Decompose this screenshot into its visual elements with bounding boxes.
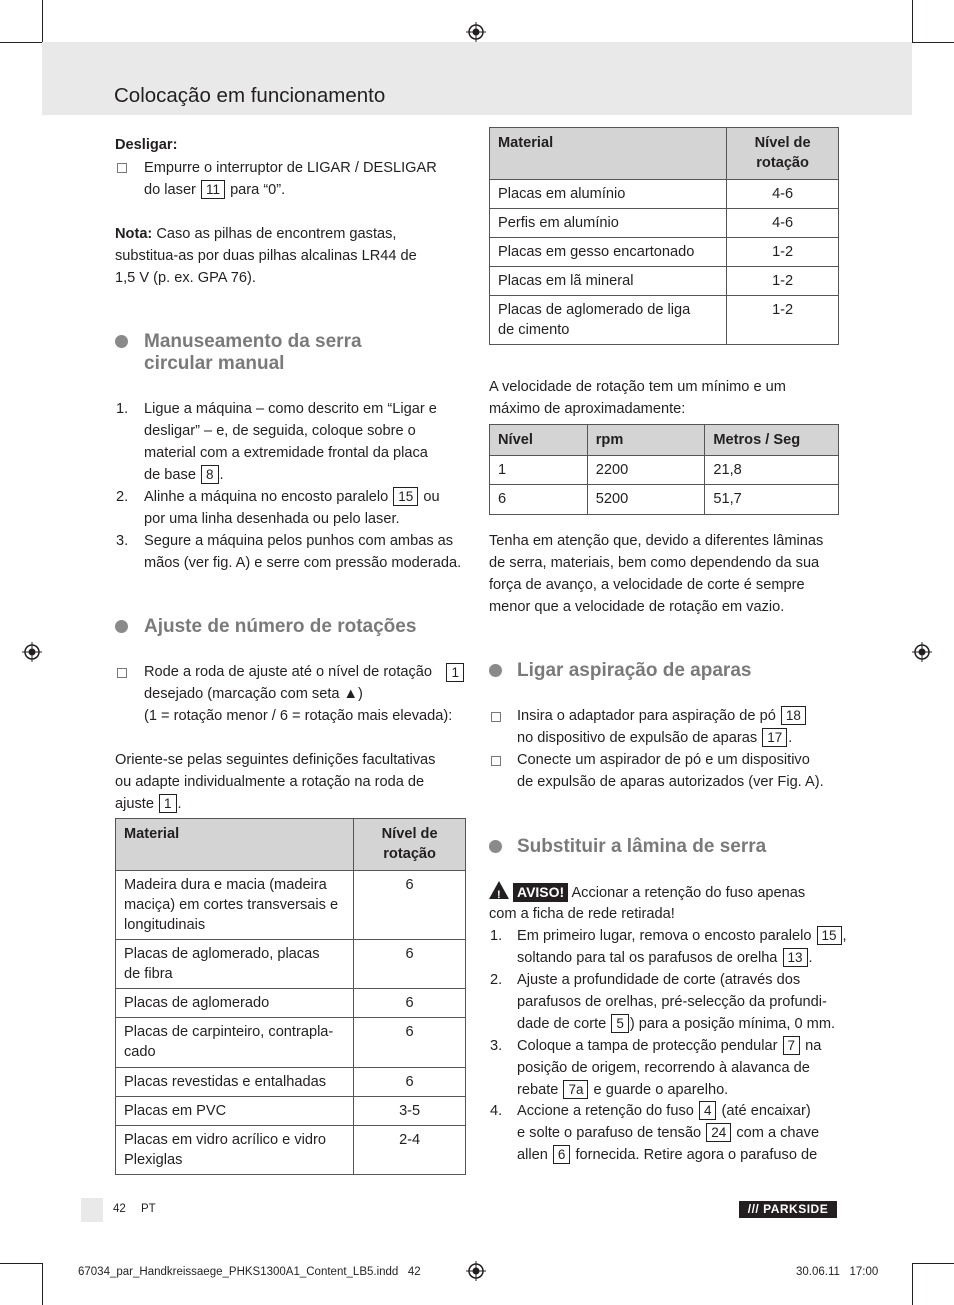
- section-bullet-icon: [489, 840, 502, 853]
- step-number: 2.: [116, 489, 129, 505]
- part-number: 6: [553, 1145, 571, 1164]
- section-bullet-icon: [115, 335, 128, 348]
- part-number: 7a: [563, 1080, 588, 1099]
- section-title-aspiracao: Ligar aspiração de aparas: [517, 660, 752, 681]
- rotation-table-left: [115, 818, 466, 1175]
- part-number: 15: [817, 926, 842, 945]
- step-1: Ligue a máquina – como descrito em “Ligar e desligar” – e, de seguida, coloque sobre o material com a extremidade frontal da placa de base 8 .: [144, 401, 437, 483]
- substituir-step-4: Accione a retenção do fuso 4 (até encaixar) e solte o parafuso de tensão 24 com a chave allen 6 fornecida. Retire agora o parafuso de: [517, 1103, 820, 1163]
- speed-table: [489, 424, 839, 515]
- step-number: 1.: [490, 928, 503, 944]
- warning-line1: ! AVISO! Accionar a retenção do fuso apenas: [489, 881, 805, 904]
- parkside-logo: /// PARKSIDE: [739, 1201, 837, 1218]
- step-3: Segure a máquina pelos punhos com ambas as mãos (ver fig. A) e serre com pressão moderada.: [144, 533, 462, 571]
- part-number: 24: [706, 1123, 731, 1142]
- checkbox-icon: [491, 712, 501, 722]
- rotation-table-right: [489, 127, 839, 345]
- page-title: Colocação em funcionamento: [114, 84, 386, 107]
- section-bullet-icon: [489, 664, 502, 677]
- substituir-step-2: Ajuste a profundidade de corte (através dos parafusos de orelhas, pré-selecção da profundi- dade de corte 5 ) para a posição mínima, 0 mm.: [517, 972, 836, 1032]
- crop-mark: [912, 0, 913, 42]
- crop-mark: [0, 42, 42, 43]
- crop-mark: [912, 1263, 954, 1264]
- crop-mark: [42, 1263, 43, 1305]
- aspiracao-item-1: Insira o adaptador para aspiração de pó 18 no dispositivo de expulsão de aparas 17 .: [517, 705, 807, 749]
- part-number: 1: [446, 663, 464, 682]
- section-title-substituir: Substituir a lâmina de serra: [517, 836, 767, 857]
- table-row: Placas em lã mineral 1-2: [490, 267, 839, 296]
- table-row: Placas de carpinteiro, contrapla- cado 6: [116, 1018, 466, 1068]
- table-header-nivel: Nível de rotação: [727, 128, 839, 180]
- crop-mark: [42, 0, 43, 42]
- section-title-manuseamento: Manuseamento da serra circular manual: [144, 331, 362, 374]
- ajuste-item: Rode a roda de ajuste até o nível de rotação 1 desejado (marcação com seta ▲) (1 = rotação menor / 6 = rotação mais elevada):: [144, 661, 469, 727]
- checkbox-icon: [491, 756, 501, 766]
- part-number: 5: [611, 1014, 629, 1033]
- table-header-metros: Metros / Seg: [705, 425, 839, 456]
- language-code: PT: [141, 1203, 156, 1215]
- step-number: 3.: [116, 533, 129, 549]
- registration-mark-icon: [466, 1261, 486, 1281]
- step-number: 1.: [116, 401, 129, 417]
- table-header-nivel: Nível de rotação: [354, 819, 466, 871]
- table-row: 6 5200 51,7: [490, 485, 839, 515]
- table-header-material: Material: [116, 819, 354, 871]
- step-number: 4.: [490, 1103, 503, 1119]
- warning-line2: com a ficha de rede retirada!: [489, 906, 675, 922]
- part-number: 11: [201, 180, 225, 199]
- file-info: 67034_par_Handkreissaege_PHKS1300A1_Content_LB5.indd 42: [78, 1266, 421, 1278]
- part-number: 8: [201, 465, 219, 484]
- part-number: 4: [699, 1101, 717, 1120]
- part-number: 7: [783, 1036, 801, 1055]
- note-paragraph: Tenha em atenção que, devido a diferentes lâminas de serra, materiais, bem como dependendo da sua força de avanço, a velocidade de corte é sempre menor que a velocidade de rotação em vazio.: [489, 533, 824, 615]
- warning-badge: AVISO!: [513, 883, 568, 902]
- table-row: Placas de aglomerado de liga de cimento 1-2: [490, 296, 839, 345]
- crop-mark: [912, 1263, 913, 1305]
- table-row: Placas de aglomerado 6: [116, 989, 466, 1018]
- crop-mark: [912, 42, 954, 43]
- part-number: 13: [783, 948, 808, 967]
- table-row: Placas em alumínio 4-6: [490, 180, 839, 209]
- step-2: Alinhe a máquina no encosto paralelo 15 ou por uma linha desenhada ou pelo laser.: [144, 489, 440, 527]
- table-header-rpm: rpm: [587, 425, 705, 456]
- desligar-item-line1: Empurre o interruptor de LIGAR / DESLIGAR: [144, 160, 437, 176]
- registration-mark-icon: [466, 22, 486, 42]
- crop-mark: [0, 1263, 42, 1264]
- page-number: 42: [113, 1203, 126, 1215]
- part-number: 17: [762, 728, 787, 747]
- table-row: Placas de aglomerado, placas de fibra 6: [116, 940, 466, 989]
- section-bullet-icon: [115, 620, 128, 633]
- table-row: Placas em gesso encartonado 1-2: [490, 238, 839, 267]
- checkbox-icon: [117, 163, 127, 173]
- checkbox-icon: [117, 668, 127, 678]
- table-header-material: Material: [490, 128, 727, 180]
- registration-mark-icon: [22, 642, 42, 662]
- page-number-box: [81, 1198, 103, 1222]
- part-number: 1: [159, 794, 177, 813]
- step-number: 3.: [490, 1038, 503, 1054]
- table-row: Placas em vidro acrílico e vidro Plexiglas 2-4: [116, 1126, 466, 1175]
- nota-line1: Nota: Caso as pilhas de encontrem gastas,: [115, 226, 397, 242]
- table-row: Placas revestidas e entalhadas 6: [116, 1068, 466, 1097]
- nota-line2: substitua-as por duas pilhas alcalinas LR44 de: [115, 248, 417, 264]
- substituir-step-1: Em primeiro lugar, remova o encosto paralelo 15 , soltando para tal os parafusos de orelha 13 .: [517, 928, 847, 966]
- print-date: 30.06.11 17:00: [796, 1266, 879, 1278]
- registration-mark-icon: [912, 642, 932, 662]
- table-row: 1 2200 21,8: [490, 456, 839, 485]
- part-number: 15: [393, 487, 418, 506]
- ajuste-paragraph: Oriente-se pelas seguintes definições facultativas ou adapte individualmente a rotação na roda de ajuste 1 .: [115, 752, 436, 812]
- step-number: 2.: [490, 972, 503, 988]
- table-header-nivel: Nível: [490, 425, 588, 456]
- section-title-ajuste: Ajuste de número de rotações: [144, 616, 417, 637]
- table-row: Perfis em alumínio 4-6: [490, 209, 839, 238]
- desligar-item-line2: do laser 11 para “0”.: [144, 182, 286, 198]
- aspiracao-item-2: Conecte um aspirador de pó e um dispositivo de expulsão de aparas autorizados (ver Fig. A).: [517, 752, 824, 790]
- part-number: 18: [781, 706, 806, 725]
- warning-icon: !: [489, 881, 509, 899]
- table-row: Madeira dura e macia (madeira maciça) em cortes transversais e longitudinais 6: [116, 871, 466, 940]
- table-row: Placas em PVC 3-5: [116, 1097, 466, 1126]
- speed-paragraph: A velocidade de rotação tem um mínimo e um máximo de aproximadamente:: [489, 379, 786, 417]
- substituir-step-3: Coloque a tampa de protecção pendular 7 na posição de origem, recorrendo à alavanca de rebate 7a e guarde o aparelho.: [517, 1038, 822, 1098]
- desligar-heading: Desligar:: [115, 137, 178, 153]
- nota-line3: 1,5 V (p. ex. GPA 76).: [115, 270, 256, 286]
